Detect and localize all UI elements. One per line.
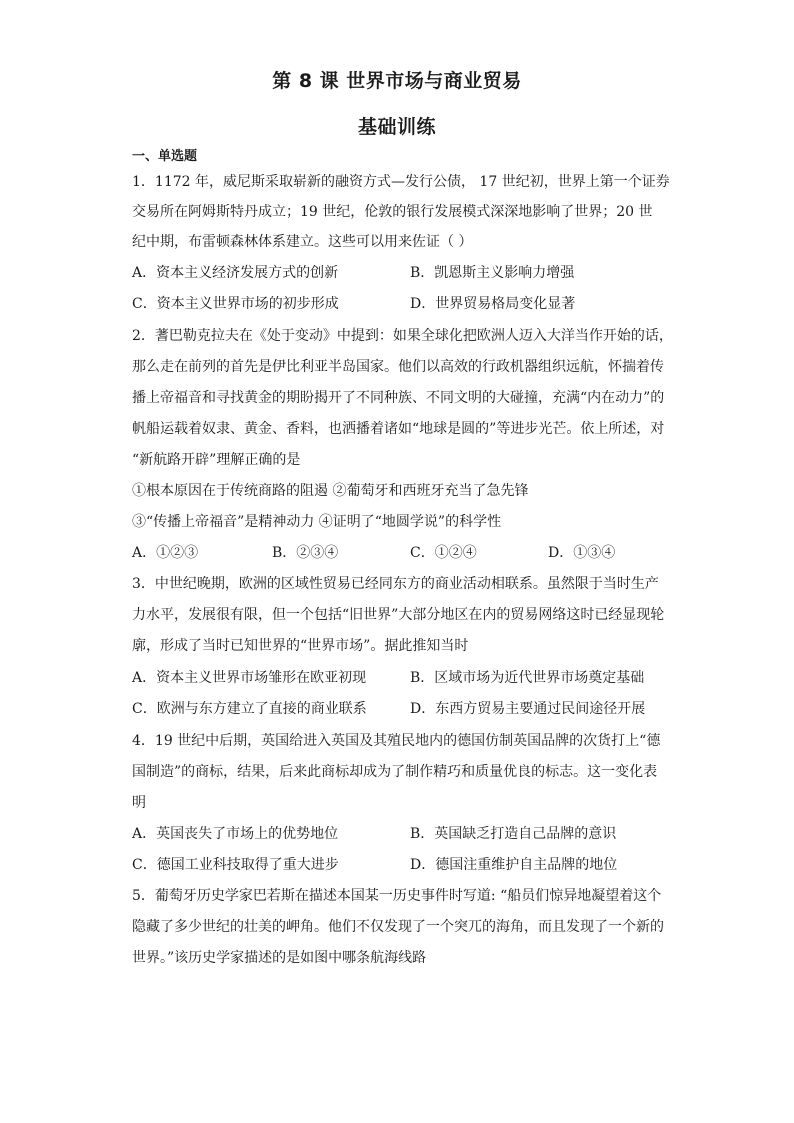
question-4-line-2: 国制造”的商标，结果，后来此商标却成为了制作精巧和质量优良的标志。这一变化表 xyxy=(132,764,658,780)
question-3-option-c: C．欧洲与东方建立了直接的商业联系 xyxy=(132,701,367,717)
question-1-option-b: B．凯恩斯主义影响力增强 xyxy=(410,265,575,281)
question-1-line-1: 1．1172 年，威尼斯采取崭新的融资方式—发行公债， 17 世纪初，世界上第一个证券 xyxy=(132,174,670,190)
question-3-option-d: D．东西方贸易主要通过民间途径开展 xyxy=(410,701,646,717)
question-3-line-2: 力水平，发展很有限，但一个包括“旧世界”大部分地区在内的贸易网络这时已经显现轮 xyxy=(132,607,665,623)
question-2-line-4: 帆船运载着奴隶、黄金、香料，也洒播着诸如“地球是圆的”等进步光芒。依上所述，对 xyxy=(132,421,665,437)
question-3-option-a: A．资本主义世界市场雏形在欧亚初现 xyxy=(132,670,367,686)
question-4-line-3: 明 xyxy=(132,795,146,811)
question-1-option-a: A．资本主义经济发展方式的创新 xyxy=(132,265,339,281)
section-heading: 一、单选题 xyxy=(132,149,198,164)
question-1-line-2: 交易所在阿姆斯特丹成立；19 世纪，伦敦的银行发展模式深深地影响了世界；20 世 xyxy=(132,204,653,220)
question-5-line-3: 世界。”该历史学家描述的是如图中哪条航海线路 xyxy=(132,950,427,966)
question-2-option-d: D．①③④ xyxy=(548,545,616,561)
question-2-statements-1: ①根本原因在于传统商路的阻遏 ②葡萄牙和西班牙充当了急先锋 xyxy=(132,483,529,499)
question-5-line-2: 隐藏了多少世纪的壮美的岬角。他们不仅发现了一个突兀的海角，而且发现了一个新的 xyxy=(132,919,664,935)
question-3-line-1: 3．中世纪晚期，欧洲的区域性贸易已经同东方的商业活动相联系。虽然限于当时生产 xyxy=(132,576,659,592)
question-4-option-c: C．德国工业科技取得了重大进步 xyxy=(132,857,339,873)
question-2-line-2: 那么走在前列的首先是伊比利亚半岛国家。他们以高效的行政机器组织远航，怀揣着传 xyxy=(132,359,664,375)
question-2-option-c: C．①②④ xyxy=(410,545,477,561)
question-2-line-3: 播上帝福音和寻找黄金的期盼揭开了不同种族、不同文明的大碰撞，充满“内在动力”的 xyxy=(132,390,665,406)
question-1-line-3: 纪中期，布雷顿森林体系建立。这些可以用来佐证（ ） xyxy=(132,234,473,250)
question-4-line-1: 4．19 世纪中后期，英国给进入英国及其殖民地内的德国仿制英国品牌的次货打上“德 xyxy=(132,733,661,749)
question-2-line-1: 2．蓍巴勒克拉夫在《处于变动》中提到：如果全球化把欧洲人迈入大洋当作开始的话， xyxy=(132,328,673,344)
question-2-line-5: “新航路开辟”理解正确的是 xyxy=(132,452,301,468)
question-2-option-b: B．②③④ xyxy=(272,545,339,561)
question-3-line-3: 廓，形成了当时已知世界的“世界市场”。据此推知当时 xyxy=(132,638,469,654)
question-4-option-b: B．英国缺乏打造自己品牌的意识 xyxy=(410,826,617,842)
question-1-option-c: C．资本主义世界市场的初步形成 xyxy=(132,296,339,312)
question-4-option-d: D．德国注重维护自主品牌的地位 xyxy=(410,857,618,873)
question-3-option-b: B．区域市场为近代世界市场奠定基础 xyxy=(410,670,645,686)
page-title: 第 8 课 世界市场与商业贸易 xyxy=(272,70,522,92)
question-2-statements-2: ③“传播上帝福音”是精神动力 ④证明了“地圆学说”的科学性 xyxy=(132,514,502,530)
question-5-line-1: 5．葡萄牙历史学家巴若斯在描述本国某一历史事件时写道: “船员们惊异地凝望着这个 xyxy=(132,888,662,904)
page-subtitle: 基础训练 xyxy=(357,116,436,138)
question-1-option-d: D．世界贸易格局变化显著 xyxy=(410,296,576,312)
question-4-option-a: A．英国丧失了市场上的优势地位 xyxy=(132,826,339,842)
question-2-option-a: A．①②③ xyxy=(132,545,199,561)
